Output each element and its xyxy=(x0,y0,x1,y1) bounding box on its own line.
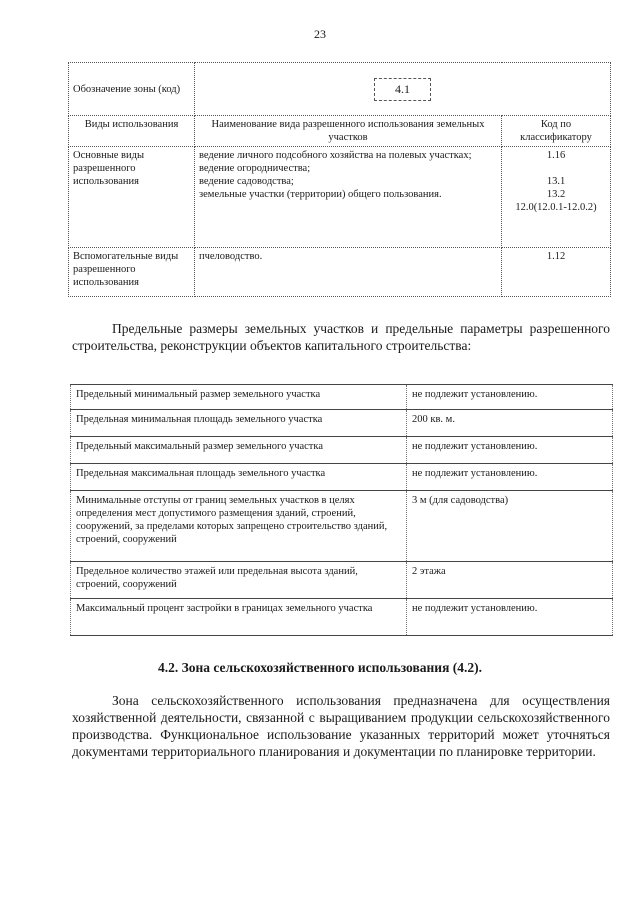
main-uses-list xyxy=(195,147,502,248)
limit-value: 200 кв. м. xyxy=(407,410,613,437)
main-uses-codes xyxy=(502,147,611,248)
section-text: Зона сельскохозяйственного использования предназначена для осуществления хозяйственной деятельности, связанной с выращиванием продукции сельскохозяйственного производства. Функциональное использование указанных территорий может уточняться документами территориального планирования и документации по планировке территории. xyxy=(72,693,610,759)
table-row xyxy=(71,562,613,599)
limit-label: Предельный максимальный размер земельного участка xyxy=(71,437,407,464)
table-row xyxy=(71,464,613,491)
header-kinds: Виды использования xyxy=(69,116,195,147)
limit-value: не подлежит установлению. xyxy=(407,599,613,636)
zone-code-value: 4.1 xyxy=(374,78,431,101)
header-name: Наименование вида разрешенного использования земельных участков xyxy=(195,116,502,147)
header-classifier: Код по классификатору xyxy=(502,116,611,147)
aux-code: 1.12 xyxy=(502,248,611,297)
table-row xyxy=(71,599,613,636)
limit-label: Максимальный процент застройки в границах земельного участка xyxy=(71,599,407,636)
limit-label: Предельная минимальная площадь земельного участка xyxy=(71,410,407,437)
use-item: ведение огородничества; xyxy=(199,163,311,174)
classifier-code: 13.1 xyxy=(546,176,566,187)
limit-label: Предельная максимальная площадь земельного участка xyxy=(71,464,407,491)
main-uses-row xyxy=(69,147,611,248)
limit-value: 2 этажа xyxy=(407,562,613,599)
limit-value: не подлежит установлению. xyxy=(407,385,613,410)
zone-code-row xyxy=(69,63,611,116)
limits-intro: Предельные размеры земельных участков и предельные параметры разрешенного строительства, реконструкции объектов капитального строительства: xyxy=(72,321,610,353)
use-item: ведение личного подсобного хозяйства на полевых участках; xyxy=(199,150,472,161)
aux-uses-row xyxy=(69,248,611,297)
zone-table xyxy=(68,62,611,297)
limit-value: не подлежит установлению. xyxy=(407,437,613,464)
main-uses-label: Основные виды разрешенного использования xyxy=(69,147,195,248)
table-row xyxy=(71,491,613,562)
table-row xyxy=(71,410,613,437)
classifier-code: 12.0(12.0.1-12.0.2) xyxy=(515,202,597,213)
section-heading: 4.2. Зона сельскохозяйственного использования (4.2). xyxy=(157,660,482,675)
limit-value: 3 м (для садоводства) xyxy=(407,491,613,562)
classifier-code: 1.16 xyxy=(546,150,566,161)
limits-table xyxy=(70,384,613,636)
zone-code-label: Обозначение зоны (код) xyxy=(69,63,195,116)
aux-use: пчеловодство. xyxy=(195,248,502,297)
limit-label: Предельный минимальный размер земельного участка xyxy=(71,385,407,410)
zone-header-row xyxy=(69,116,611,147)
table-row xyxy=(71,385,613,410)
limit-label: Минимальные отступы от границ земельных участков в целях определения мест допустимого размещения зданий, строений, сооружений, за пределами которых запрещено строительство зданий, строений, сооружений xyxy=(71,491,407,562)
page-number: 23 xyxy=(314,27,326,41)
use-item: земельные участки (территории) общего пользования. xyxy=(199,189,442,200)
table-row xyxy=(71,437,613,464)
limit-label: Предельное количество этажей или предельная высота зданий, строений, сооружений xyxy=(71,562,407,599)
aux-uses-label: Вспомогательные виды разрешенного использования xyxy=(69,248,195,297)
limit-value: не подлежит установлению. xyxy=(407,464,613,491)
zone-code-cell xyxy=(195,63,611,116)
use-item: ведение садоводства; xyxy=(199,176,294,187)
classifier-code: 13.2 xyxy=(546,189,566,200)
